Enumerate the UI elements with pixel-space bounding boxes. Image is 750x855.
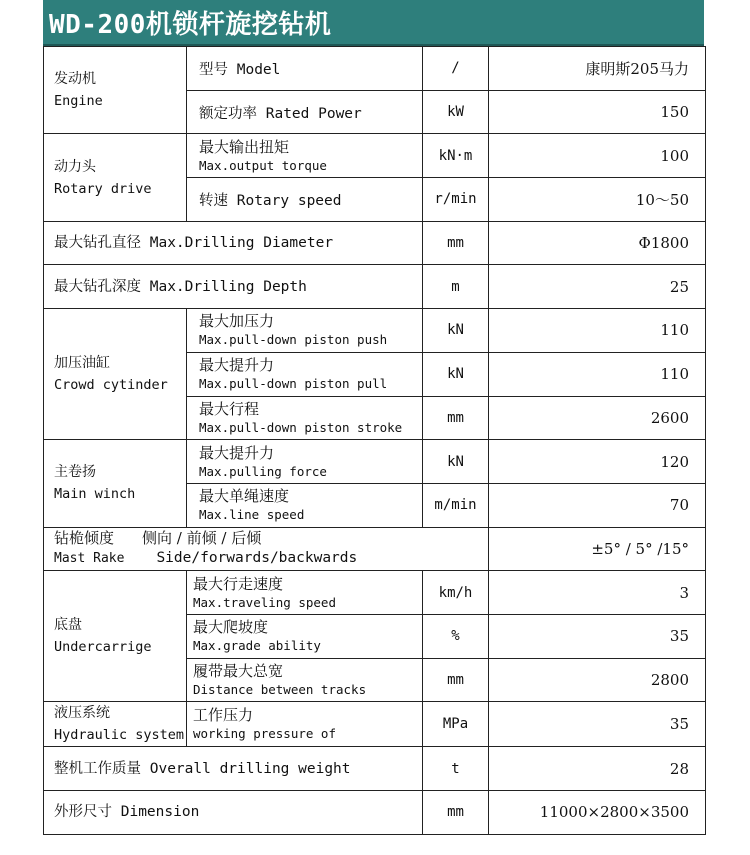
group-cn: 主卷扬 xyxy=(54,464,96,481)
group-crowd xyxy=(44,309,187,440)
spec-label: 最大钻孔深度 Max.Drilling Depth xyxy=(44,265,423,309)
spec-value: 150 xyxy=(489,90,706,134)
spec-value: 2800 xyxy=(489,658,706,702)
spec-value: 35 xyxy=(489,702,706,747)
spec-unit: r/min xyxy=(423,178,489,222)
spec-label: 钻桅倾度 侧向 / 前倾 / 后倾 Mast Rake Side/forwards/backwards xyxy=(44,527,489,571)
spec-unit: kN·m xyxy=(423,134,489,178)
page-title: WD-200机锁杆旋挖钻机 xyxy=(49,10,332,40)
spec-value: 11000×2800×3500 xyxy=(489,791,706,835)
spec-label: 最大行走速度 Max.traveling speed xyxy=(187,571,423,615)
table-row xyxy=(44,221,706,265)
spec-label: 履带最大总宽 Distance between tracks xyxy=(187,658,423,702)
spec-label: 最大提升力 Max.pull-down piston pull xyxy=(187,352,423,396)
group-cn: 动力头 xyxy=(54,158,96,175)
spec-unit: kN xyxy=(423,352,489,396)
spec-value: 10～50 xyxy=(489,178,706,222)
table-row xyxy=(44,527,706,571)
spec-value: 70 xyxy=(489,483,706,527)
group-undercarriage xyxy=(44,571,187,702)
table-row xyxy=(44,440,706,484)
spec-unit: kW xyxy=(423,90,489,134)
spec-unit: t xyxy=(423,747,489,791)
spec-value: 110 xyxy=(489,352,706,396)
spec-unit: m xyxy=(423,265,489,309)
spec-value: 2600 xyxy=(489,396,706,440)
spec-value: 康明斯205马力 xyxy=(489,47,706,91)
spec-unit: m/min xyxy=(423,483,489,527)
spec-value: 35 xyxy=(489,614,706,658)
group-en: Hydraulic system xyxy=(54,727,185,744)
spec-label: 额定功率 Rated Power xyxy=(187,90,423,134)
group-en: Engine xyxy=(54,93,103,110)
spec-label: 工作压力 working pressure of xyxy=(187,702,423,747)
spec-label: 整机工作质量 Overall drilling weight xyxy=(44,747,423,791)
group-en: Undercarrige xyxy=(54,639,152,656)
spec-unit: mm xyxy=(423,396,489,440)
spec-unit: mm xyxy=(423,221,489,265)
spec-label: 最大单绳速度 Max.line speed xyxy=(187,483,423,527)
group-rotary xyxy=(44,134,187,221)
spec-value: 28 xyxy=(489,747,706,791)
group-cn: 加压油缸 xyxy=(54,355,110,372)
spec-label: 最大行程 Max.pull-down piston stroke xyxy=(187,396,423,440)
group-en: Crowd cytinder xyxy=(54,377,168,394)
spec-unit: mm xyxy=(423,658,489,702)
group-cn: 液压系统 xyxy=(54,705,110,722)
table-row xyxy=(44,791,706,835)
table-row xyxy=(44,571,706,615)
table-row xyxy=(44,747,706,791)
spec-table xyxy=(43,46,706,835)
spec-label: 最大输出扭矩 Max.output torque xyxy=(187,134,423,178)
spec-value: Φ1800 xyxy=(489,221,706,265)
spec-value: 3 xyxy=(489,571,706,615)
spec-label: 最大钻孔直径 Max.Drilling Diameter xyxy=(44,221,423,265)
spec-value: 25 xyxy=(489,265,706,309)
table-row xyxy=(44,134,706,178)
spec-value: 120 xyxy=(489,440,706,484)
spec-unit: kN xyxy=(423,309,489,353)
group-en: Rotary drive xyxy=(54,180,152,197)
spec-value: 100 xyxy=(489,134,706,178)
spec-label: 外形尺寸 Dimension xyxy=(44,791,423,835)
group-cn: 发动机 xyxy=(54,71,96,88)
table-row xyxy=(44,702,706,747)
title-bar xyxy=(43,0,704,46)
spec-unit: kN xyxy=(423,440,489,484)
spec-unit: / xyxy=(423,47,489,91)
spec-value: 110 xyxy=(489,309,706,353)
spec-unit: % xyxy=(423,614,489,658)
spec-label: 最大爬坡度 Max.grade ability xyxy=(187,614,423,658)
table-row xyxy=(44,47,706,91)
group-hydraulic xyxy=(44,702,187,747)
spec-unit: km/h xyxy=(423,571,489,615)
table-row xyxy=(44,265,706,309)
group-cn: 底盘 xyxy=(54,617,82,634)
group-winch xyxy=(44,440,187,527)
spec-unit: mm xyxy=(423,791,489,835)
spec-label: 最大提升力 Max.pulling force xyxy=(187,440,423,484)
spec-label: 转速 Rotary speed xyxy=(187,178,423,222)
spec-label: 型号 Model xyxy=(187,47,423,91)
spec-label: 最大加压力 Max.pull-down piston push xyxy=(187,309,423,353)
spec-unit: MPa xyxy=(423,702,489,747)
spec-value: ±5° / 5° /15° xyxy=(489,527,706,571)
table-row xyxy=(44,309,706,353)
group-en: Main winch xyxy=(54,486,136,503)
group-engine xyxy=(44,47,187,134)
